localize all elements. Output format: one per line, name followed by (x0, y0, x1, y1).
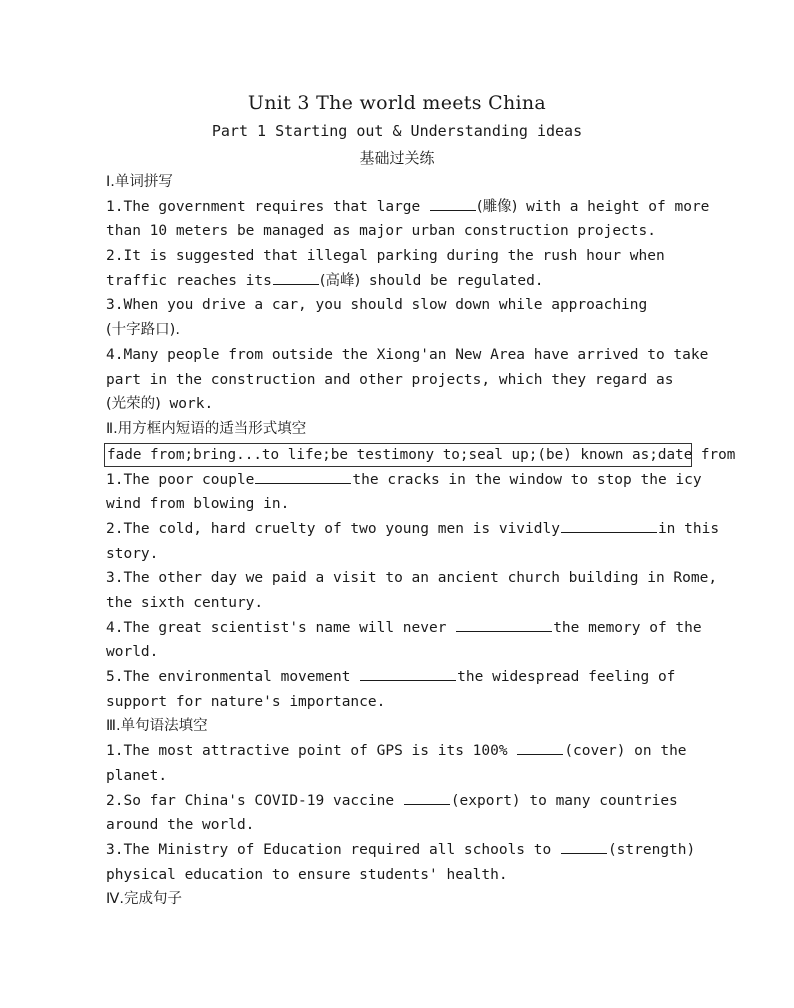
answer-blank[interactable] (517, 739, 563, 755)
s2-q5-line1: 5.The environmental movement the widespread feeling of (106, 665, 696, 690)
s1-q3-line2: (十字路口). (106, 322, 180, 339)
s3-q3-line1: 3.The Ministry of Education required all schools to (strength) (106, 838, 696, 863)
section2-heading: Ⅱ.用方框内短语的适当形式填空 (106, 420, 307, 437)
s2-q3-line1: 3.The other day we paid a visit to an ancient church building in Rome, (106, 570, 718, 587)
s2-q2-line2: story. (106, 545, 159, 562)
answer-blank[interactable] (273, 269, 319, 285)
answer-blank[interactable] (456, 616, 552, 632)
s2-q4-line1: 4.The great scientist's name will never the memory of the (106, 616, 696, 641)
answer-blank[interactable] (255, 468, 351, 484)
answer-blank[interactable] (360, 665, 456, 681)
s2-q4-line2: world. (106, 644, 159, 661)
s3-q1-line2: planet. (106, 767, 168, 784)
s3-q1-line1: 1.The most attractive point of GPS is its 100% (cover) on the (106, 739, 696, 764)
section1-heading: Ⅰ.单词拼写 (106, 174, 173, 190)
s3-q2-line1: 2.So far China's COVID-19 vaccine (export) to many countries (106, 789, 696, 814)
s1-q2-line2: traffic reaches its (高峰) should be regulated. (106, 269, 696, 294)
s1-q4-line2: part in the construction and other projects, which they regard as (106, 371, 674, 388)
s1-q4-line3: (光荣的) work. (106, 396, 214, 413)
s2-q1-line2: wind from blowing in. (106, 496, 290, 513)
answer-blank[interactable] (561, 517, 657, 533)
s2-q1-line1: 1.The poor couple the cracks in the window to stop the icy (106, 468, 696, 493)
section4-heading: Ⅳ.完成句子 (106, 891, 182, 908)
s3-q3-line2: physical education to ensure students' health. (106, 866, 508, 883)
s1-q2-line1: 2.It is suggested that illegal parking during the rush hour when (106, 248, 665, 265)
s1-q1-line1: 1.The government requires that large (雕像) with a height of more (106, 195, 696, 220)
s2-q3-line2: the sixth century. (106, 595, 264, 611)
s1-q4-line1: 4.Many people from outside the Xiong'an New Area have arrived to take (106, 346, 709, 363)
s2-q2-line1: 2.The cold, hard cruelty of two young men is vividly in this (106, 517, 696, 542)
section3-heading: Ⅲ.单句语法填空 (106, 718, 208, 735)
exercise-content (106, 170, 736, 912)
answer-blank[interactable] (404, 789, 450, 805)
answer-blank[interactable] (561, 838, 607, 854)
s3-q2-line2: around the world. (106, 817, 255, 834)
section-label: 基础过关练 (359, 149, 435, 167)
s1-q3-line1: 3.When you drive a car, you should slow down while approaching (106, 297, 648, 314)
answer-blank[interactable] (430, 195, 476, 211)
phrase-box: fade from;bring...to life;be testimony to;seal up;(be) known as;date from (104, 443, 692, 467)
part-subtitle: Part 1 Starting out & Understanding ideas (211, 122, 583, 140)
s2-q5-line2: support for nature's importance. (106, 693, 386, 710)
s1-q1-line2: than 10 meters be managed as major urban construction projects. (106, 223, 656, 240)
unit-title: Unit 3 The world meets China (247, 92, 547, 114)
